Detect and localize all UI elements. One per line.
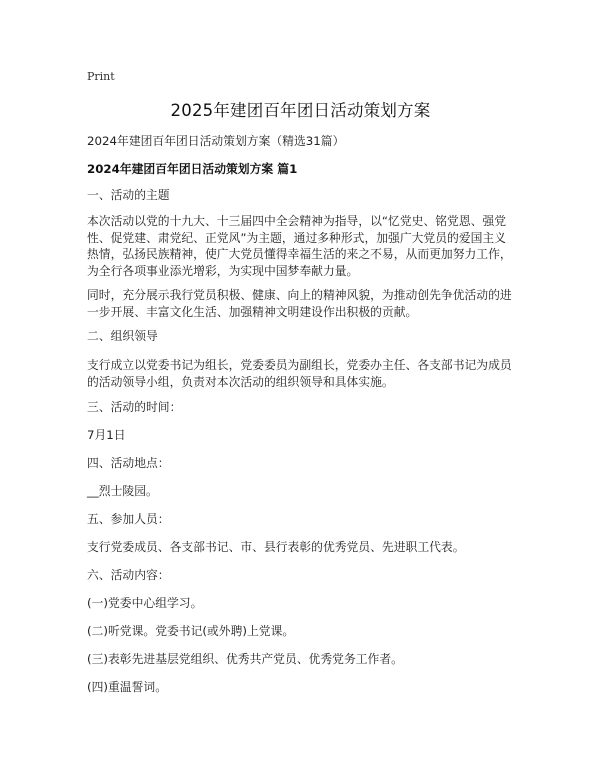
content-item-1: (一)党委中心组学习。 — [87, 596, 203, 610]
content-item-2: (二)听党课。党委书记(或外聘)上党课。 — [87, 624, 295, 638]
heading-activity-content: 六、活动内容： — [87, 568, 170, 582]
activity-location: __烈士陵园。 — [87, 484, 158, 498]
heading-participants: 五、参加人员： — [87, 512, 170, 526]
document-subtitle: 2024年建团百年团日活动策划方案（精选31篇） — [87, 134, 345, 148]
activity-date: 7月1日 — [87, 428, 126, 442]
heading-activity-theme: 一、活动的主题 — [87, 188, 170, 202]
paragraph-theme-continued: 同时，充分展示我行党员积极、健康、向上的精神风貌，为推动创先争优活动的进一步开展、丰富文化生活、加强精神文明建设作出积极的贡献。 — [87, 288, 512, 319]
content-item-3: (三)表彰先进基层党组织、优秀共产党员、优秀党务工作者。 — [87, 652, 403, 666]
participants-body: 支行党委成员、各支部书记、市、县行表彰的优秀党员、先进职工代表。 — [87, 540, 465, 554]
print-link[interactable]: Print — [87, 70, 115, 83]
page-title: 2025年建团百年团日活动策划方案 — [170, 101, 431, 120]
paragraph-organization-body: 支行成立以党委书记为组长，党委委员为副组长，党委办主任、各支部书记为成员的活动领导小组，负责对本次活动的组织领导和具体实施。 — [87, 358, 512, 389]
section-title: 2024年建团百年团日活动策划方案 篇1 — [87, 162, 298, 176]
heading-activity-time: 三、活动的时间： — [87, 400, 182, 414]
heading-organization: 二、组织领导 — [87, 329, 158, 343]
content-item-4: (四)重温誓词。 — [87, 680, 167, 694]
paragraph-theme-body: 本次活动以党的十九大、十三届四中全会精神为指导，以“忆党史、铭党恩、强党性、促党建、肃党纪、正党风”为主题，通过多种形式，加强广大党员的爱国主义热情，弘扬民族精神，使广大党员懂得幸福生活的来之不易，从而更加努力工作，为全行各项事业添光增彩，为实现中国梦奉献力量。 — [87, 214, 512, 278]
heading-activity-location: 四、活动地点： — [87, 456, 170, 470]
